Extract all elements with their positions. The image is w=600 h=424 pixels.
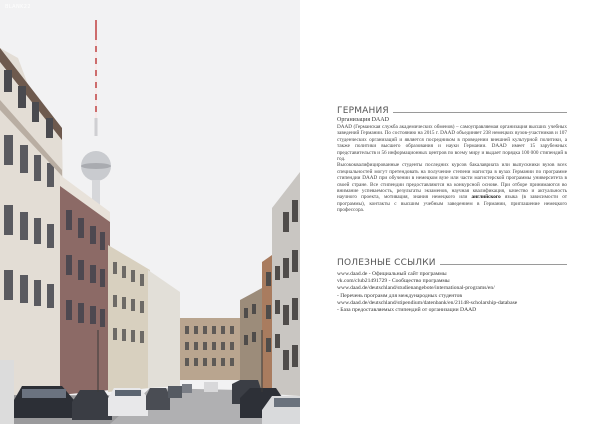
page-tag: BLANK22	[5, 4, 31, 10]
daad-description: DAAD (Германская служба академических обменов) – самоуправляемая организация высших учебных заведений Германии. По состоянию на 2015 г. DAAD объединяет 238 немецких вузов-участников и 107 студенческих организаций и является посредником в проведении внешней культурной политики, а также политики высшего образования и науки Германии. DAAD имеет 15 зарубежных представительств и 56 информационных центров по всему миру и выдает порядка 100 000 стипендий в год.	[337, 123, 567, 162]
links-heading: ПОЛЕЗНЫЕ ССЫЛКИ	[337, 258, 436, 268]
far-end-building	[180, 318, 242, 380]
text-page	[300, 0, 600, 424]
brick-building	[60, 175, 110, 395]
link-item[interactable]: www.daad.de/deutschland/studienangebote/international-programs/en/	[337, 285, 495, 292]
scholarship-text-part1: Высококвалифицированные студенты последних курсов бакалавриата или выпускники вузов всех специальностей могут претендовать на получение степени магистра в вузах Германии по программе стипендии DAAD при обучении в немецком вузе или части магистерской программы университета в своей стране. Все стипендии предоставляются на конкурсной основе. При отборе принимаются во внимание успеваемость, результаты экзаменов, научная квалификация, качество и актуальность научного проекта, мотивация, знания немецкого или	[337, 162, 567, 201]
germany-heading: ГЕРМАНИЯ	[337, 106, 389, 116]
section-header	[337, 106, 567, 116]
links-section	[337, 258, 567, 314]
link-description: - База предоставляемых стипендий от организации DAAD	[337, 307, 477, 314]
english-emphasis: английского	[471, 194, 501, 201]
link-item[interactable]: www.daad.de - Официальный сайт программы	[337, 271, 447, 277]
scholarship-text-part2: языка (в зависимости от программы), контакты с высшим учебным заведением в Германии, приглашение немецкого профессора.	[337, 194, 568, 214]
link-description: - Перечень программ для международных студентов	[337, 292, 463, 299]
germany-section	[337, 106, 567, 214]
link-item[interactable]: www.daad.de/deutschland/stipendium/datenbank/en/21148-scholarship-database	[337, 299, 518, 306]
section-header	[337, 258, 567, 268]
heading-rule	[393, 112, 567, 113]
links-list	[337, 271, 567, 314]
scholarship-description	[337, 162, 567, 213]
link-item[interactable]: vk.com/club21491729 - Сообщество программы	[337, 278, 450, 285]
heading-rule	[440, 264, 567, 265]
organization-subtitle: Организация DAAD	[337, 117, 389, 123]
